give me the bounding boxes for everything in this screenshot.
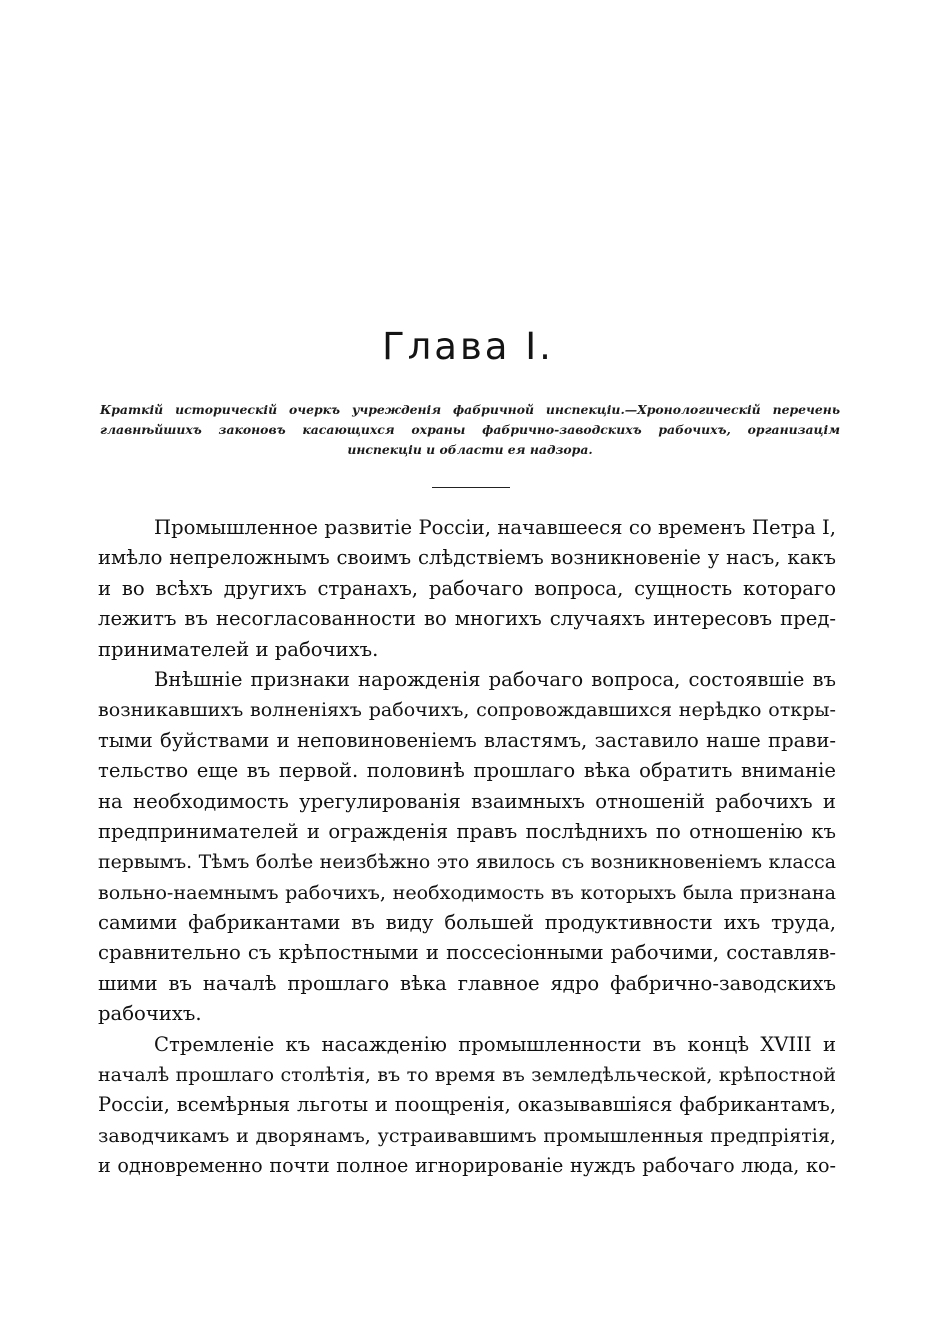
chapter-title: Глава I. (382, 325, 554, 368)
text-line: Стремленіе къ насажденію промышленности въ концѣ XVIII и (154, 1032, 836, 1056)
text-line: тыми буйствами и неповиновеніемъ властямъ, заставило наше прави- (98, 728, 836, 752)
text-line: сравнительно съ крѣпостными и поссесіонными рабочими, составляв- (98, 941, 836, 965)
chapter-summary (100, 400, 840, 460)
text-line: тельство еще въ первой. половинѣ прошлаго вѣка обратить вниманіе (98, 759, 836, 783)
text-line: рабочихъ. (98, 1002, 202, 1026)
text-line: возникавшихъ волненіяхъ рабочихъ, сопровождавшихся нерѣдко откры- (98, 699, 836, 722)
text-line: заводчикамъ и дворянамъ, устраивавшимъ промышленныя предпріятія, (98, 1124, 836, 1147)
text-line: принимателей и рабочихъ. (98, 637, 379, 661)
text-line: шими въ началѣ прошлаго вѣка главное ядро фабрично-заводскихъ (98, 971, 836, 995)
text-line: первымъ. Тѣмъ болѣе неизбѣжно это явилось съ возникновеніемъ класса (98, 851, 836, 874)
text-line: имѣло непреложнымъ своимъ слѣдствіемъ возникновеніе у насъ, какъ (98, 546, 836, 570)
text-line: Россіи, всемѣрныя льготы и поощренія, оказывавшіяся фабрикантамъ, (98, 1093, 836, 1117)
paragraph-2 (98, 665, 836, 1030)
text-line: началѣ прошлаго столѣтія, въ то время въ земледѣльческой, крѣпостной (98, 1064, 836, 1087)
section-divider (432, 487, 510, 488)
text-line: вольно-наемнымъ рабочихъ, необходимость въ которыхъ была признана (98, 881, 836, 904)
text-line: лежитъ въ несогласованности во многихъ случаяхъ интересовъ пред- (98, 607, 836, 631)
text-line: предпринимателей и огражденія правъ послѣднихъ по отношенію къ (98, 819, 836, 843)
summary-line: Краткій историческій очеркъ учрежденія фабричной инспекціи.—Хронологическій перечень (100, 402, 840, 417)
paragraph-1 (98, 513, 836, 665)
text-line: и во всѣхъ другихъ странахъ, рабочаго вопроса, сущность котораго (98, 576, 836, 600)
text-line: Внѣшніе признаки нарожденія рабочаго вопроса, состоявшіе въ (154, 667, 836, 691)
summary-line: инспекціи и области ея надзора. (347, 442, 593, 457)
paragraph-3 (98, 1030, 836, 1182)
text-line: на необходимость урегулированія взаимныхъ отношеній рабочихъ и (98, 789, 836, 813)
summary-line: главнѣйшихъ законовъ касающихся охраны фабрично-заводскихъ рабочихъ, организацім (100, 422, 840, 437)
text-line: и одновременно почти полное игнорированіе нуждъ рабочаго люда, ко- (98, 1154, 836, 1178)
body-text (98, 513, 836, 1182)
text-line: самими фабрикантами въ виду большей продуктивности ихъ труда, (98, 911, 836, 935)
text-line: Промышленное развитіе Россіи, начавшееся со временъ Петра I, (154, 516, 836, 539)
